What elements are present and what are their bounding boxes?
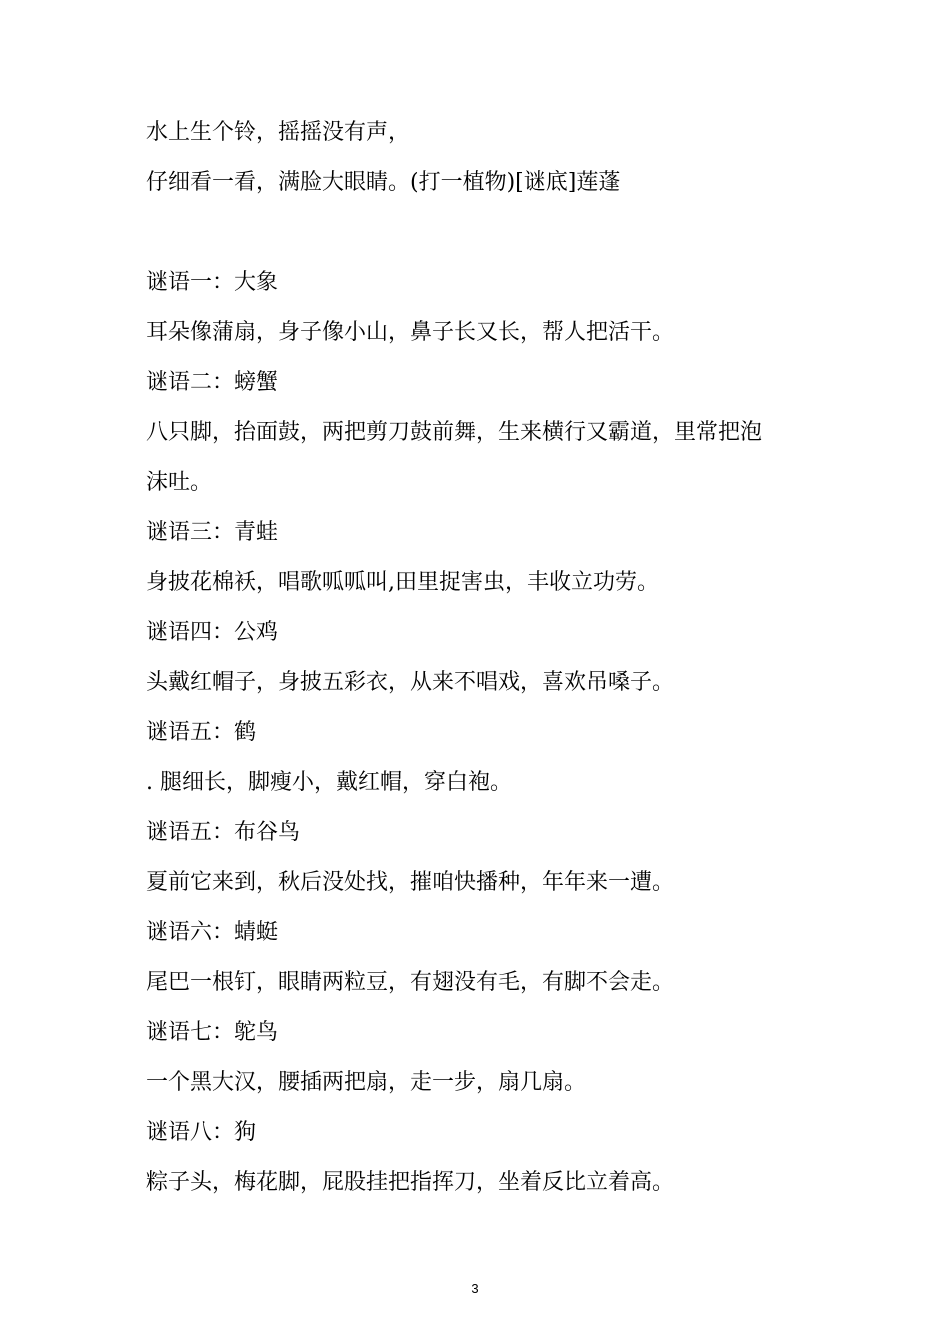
riddle-title: 谜语七：鸵鸟	[146, 1020, 279, 1045]
intro-line: 仔细看一看，满脸大眼睛。(打一植物)[谜底]莲蓬	[146, 170, 621, 195]
riddle-text: 沫吐。	[146, 470, 213, 495]
riddle-title: 谜语八：狗	[146, 1120, 257, 1145]
riddle-title: 谜语五：鹤	[146, 720, 257, 745]
intro-line: 水上生个铃，摇摇没有声，	[146, 120, 411, 145]
riddle-title: 谜语一：大象	[146, 270, 279, 295]
riddle-title: 谜语三：青蛙	[146, 520, 279, 545]
riddle-title: 谜语六：蜻蜓	[146, 920, 279, 945]
riddle-title: 谜语二：螃蟹	[146, 370, 279, 395]
page-number: 3	[471, 1281, 479, 1296]
riddle-text: . 腿细长，脚瘦小，戴红帽，穿白袍。	[146, 770, 512, 795]
riddle-text: 八只脚，抬面鼓，两把剪刀鼓前舞，生来横行又霸道，里常把泡	[146, 420, 763, 445]
riddle-text: 粽子头，梅花脚，屁股挂把指挥刀，坐着反比立着高。	[146, 1170, 675, 1195]
riddle-text: 头戴红帽子，身披五彩衣，从来不唱戏，喜欢吊嗓子。	[146, 670, 675, 695]
riddle-text: 耳朵像蒲扇，身子像小山，鼻子长又长，帮人把活干。	[146, 320, 675, 345]
riddle-title: 谜语五：布谷鸟	[146, 820, 301, 845]
riddle-text: 尾巴一根钉，眼睛两粒豆，有翅没有毛，有脚不会走。	[146, 970, 675, 995]
riddle-text: 一个黑大汉，腰插两把扇，走一步，扇几扇。	[146, 1070, 587, 1095]
riddle-text: 身披花棉袄，唱歌呱呱叫,田里捉害虫，丰收立功劳。	[146, 570, 659, 595]
riddle-title: 谜语四：公鸡	[146, 620, 279, 645]
riddle-text: 夏前它来到，秋后没处找，摧咱快播种，年年来一遭。	[146, 870, 675, 895]
